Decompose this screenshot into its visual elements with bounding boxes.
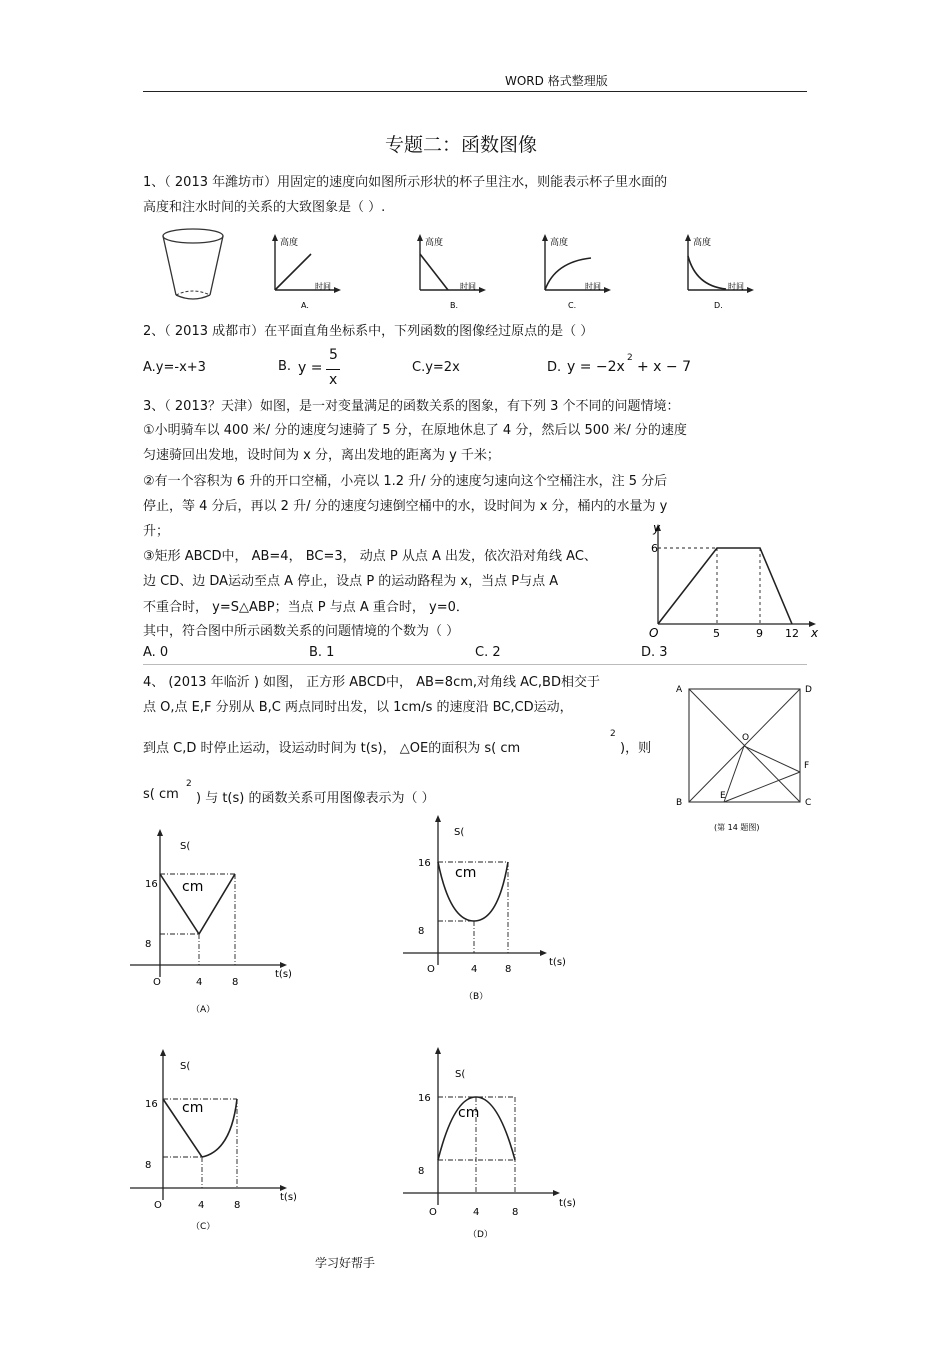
q2-option-a: A.y=-x+3: [143, 360, 206, 375]
header-rule: [143, 91, 807, 92]
q4-fig-label-c: C: [805, 798, 812, 808]
q4a-t: t(s): [275, 969, 292, 980]
q1-a-ylabel: 高度: [280, 238, 299, 248]
q4a-caption: （A）: [191, 1005, 216, 1015]
q4b-unit: cm: [455, 865, 477, 881]
q2-option-d-tail: + x − 7: [637, 359, 692, 375]
q4-fig-label-a: A: [676, 685, 683, 695]
q4-graph-c: [125, 1045, 310, 1240]
q4b-x4: 4: [471, 964, 478, 975]
q1-line2: 高度和注水时间的关系的大致图象是（ ）.: [143, 200, 386, 215]
q3-option-b: B. 1: [309, 645, 335, 660]
q4a-origin: O: [153, 977, 161, 988]
q4c-origin: O: [154, 1200, 162, 1211]
q2-option-c: C.y=2x: [412, 360, 460, 375]
q3-line-7: ③矩形 ABCD中， AB=4， BC=3， 动点 P 从点 A 出发，依次沿对角线 AC、: [143, 549, 597, 564]
q4d-caption: （D）: [468, 1230, 493, 1240]
q4a-x4: 4: [196, 977, 203, 988]
q4-fig-label-b: B: [676, 798, 683, 808]
q4b-caption: （B）: [464, 992, 489, 1002]
q4d-x4: 4: [473, 1207, 480, 1218]
q1-d-xlabel: 时间: [728, 282, 744, 291]
q3-origin: O: [649, 626, 659, 640]
q3-y-tick-6: 6: [651, 542, 658, 555]
q3-line-1: 3、（ 2013？天津）如图，是一对变量满足的函数关系的图象，有下列 3 个不同的问题情境：: [143, 399, 680, 414]
q3-x-tick-9: 9: [756, 627, 763, 640]
q2-option-d-label: D.: [547, 360, 562, 375]
q1-graph-c: [533, 232, 618, 312]
q1-graph-b: [408, 232, 493, 312]
q2-option-d-expr: y = −2x: [567, 359, 625, 375]
q2-option-b-den: x: [329, 372, 338, 388]
q3-line-2: ①小明骑车以 400 米/ 分的速度匀速骑了 5 分，在原地休息了 4 分，然后以 500 米/ 分的速度: [143, 423, 687, 438]
q3-option-c: C. 2: [475, 645, 501, 660]
q4b-s: S(: [454, 827, 465, 838]
q3-y-label: y: [653, 521, 661, 535]
q4c-x8: 8: [234, 1200, 241, 1211]
q3-option-d: D. 3: [641, 645, 668, 660]
q4a-y16: 16: [145, 879, 158, 890]
q4a-unit: cm: [182, 879, 204, 895]
q4-square-figure: [672, 680, 822, 835]
q3-graph: [640, 520, 820, 645]
q4-fig-label-f: F: [804, 761, 810, 771]
q4c-unit: cm: [182, 1100, 204, 1116]
q3-line-6: 升；: [143, 524, 170, 539]
page-title: 专题二：函数图像: [385, 134, 538, 156]
q3-x-label: x: [811, 626, 819, 640]
q1-a-xlabel: 时间: [315, 282, 331, 291]
q4c-s: S(: [180, 1061, 191, 1072]
q4d-s: S(: [455, 1069, 466, 1080]
q4d-origin: O: [429, 1207, 437, 1218]
q3-line-9: 不重合时， y=S△ABP；当点 P 与点 A 重合时， y=0．: [143, 600, 469, 615]
q4d-x8: 8: [512, 1207, 519, 1218]
q4c-x4: 4: [198, 1200, 205, 1211]
q2-option-b-label: B.: [278, 359, 292, 374]
q4d-unit: cm: [458, 1105, 480, 1121]
q1-b-xlabel: 时间: [460, 282, 476, 291]
q4-line4-a: s( cm: [143, 787, 179, 802]
q4-line3-b: )，则: [620, 741, 652, 756]
q4-line3-a: 到点 C,D 时停止运动，设运动时间为 t(s)， △OE的面积为 s( cm: [143, 741, 521, 756]
q3-x-tick-12: 12: [785, 627, 799, 640]
q4d-y16: 16: [418, 1093, 431, 1104]
q3-line-4: ②有一个容积为 6 升的开口空桶，小亮以 1.2 升/ 分的速度匀速向这个空桶注水，注 5 分后: [143, 474, 668, 489]
q2-stem: 2、（ 2013 成都市）在平面直角坐标系中，下列函数的图像经过原点的是（ ）: [143, 324, 594, 339]
q4b-x8: 8: [505, 964, 512, 975]
q4d-t: t(s): [559, 1198, 576, 1209]
q4a-s: S(: [180, 841, 191, 852]
q4d-y8: 8: [418, 1166, 425, 1177]
q1-c-option: C.: [568, 301, 577, 310]
q2-fraction-bar: [326, 369, 340, 370]
q1-b-ylabel: 高度: [425, 238, 444, 248]
q3-line-5: 停止，等 4 分后，再以 2 升/ 分的速度匀速倒空桶中的水，设时间为 x 分，桶内的水量为 y: [143, 499, 668, 514]
q1-a-option: A.: [301, 301, 309, 310]
q4-graph-a: [125, 825, 310, 1020]
q4-line4-b: ) 与 t(s) 的函数关系可用图像表示为（ ）: [196, 791, 435, 806]
q1-c-ylabel: 高度: [550, 238, 569, 248]
q1-d-option: D.: [714, 301, 723, 310]
q4-fig-label-d: D: [805, 685, 812, 695]
q4-line4-sup: 2: [186, 779, 192, 789]
q4-line1: 4、 (2013 年临沂 ) 如图， 正方形 ABCD中， AB=8cm,对角线 AC,BD相交于: [143, 675, 600, 690]
q3-line-3: 匀速骑回出发地，设时间为 x 分，离出发地的距离为 y 千米；: [143, 448, 500, 463]
q1-cup-figure: [158, 225, 228, 305]
q4c-y16: 16: [145, 1099, 158, 1110]
q3-line-10: 其中，符合图中所示函数关系的问题情境的个数为（ ）: [143, 624, 460, 639]
q4b-t: t(s): [549, 957, 566, 968]
q2-option-d-sup: 2: [627, 353, 633, 363]
q1-b-option: B.: [450, 301, 459, 310]
q4b-y8: 8: [418, 926, 425, 937]
q3-x-tick-5: 5: [713, 627, 720, 640]
q3-option-a: A. 0: [143, 645, 169, 660]
q4b-y16: 16: [418, 858, 431, 869]
q4c-y8: 8: [145, 1160, 152, 1171]
q4c-caption: （C）: [191, 1222, 216, 1232]
q4-graph-b: [398, 813, 583, 1008]
q4a-x8: 8: [232, 977, 239, 988]
page-footer: 学习好帮手: [315, 1256, 376, 1270]
q1-graph-d: [676, 232, 761, 312]
page-header: WORD 格式整理版: [505, 74, 608, 88]
q2-option-b-num: 5: [329, 347, 338, 363]
q1-c-xlabel: 时间: [585, 282, 601, 291]
q1-line1: 1、（ 2013 年潍坊市）用固定的速度向如图所示形状的杯子里注水，则能表示杯子里水面的: [143, 175, 668, 190]
q4-graph-d: [398, 1045, 583, 1240]
q3-options-rule: [143, 664, 807, 665]
q3-line-8: 边 CD、边 DA运动至点 A 停止，设点 P 的运动路程为 x，当点 P与点 A: [143, 574, 559, 589]
q4-line2: 点 O,点 E,F 分别从 B,C 两点同时出发，以 1cm/s 的速度沿 BC,CD运动，: [143, 700, 573, 715]
q4-fig-caption: (第 14 题图): [714, 823, 760, 832]
q4-line3-sup: 2: [610, 729, 616, 739]
q4-fig-label-e: E: [720, 791, 726, 801]
q4-fig-label-o: O: [742, 733, 750, 743]
q1-graph-a: [263, 232, 348, 312]
q4a-y8: 8: [145, 939, 152, 950]
q4c-t: t(s): [280, 1192, 297, 1203]
q2-option-b-y: y =: [298, 360, 323, 376]
q4b-origin: O: [427, 964, 435, 975]
q1-d-ylabel: 高度: [693, 238, 712, 248]
